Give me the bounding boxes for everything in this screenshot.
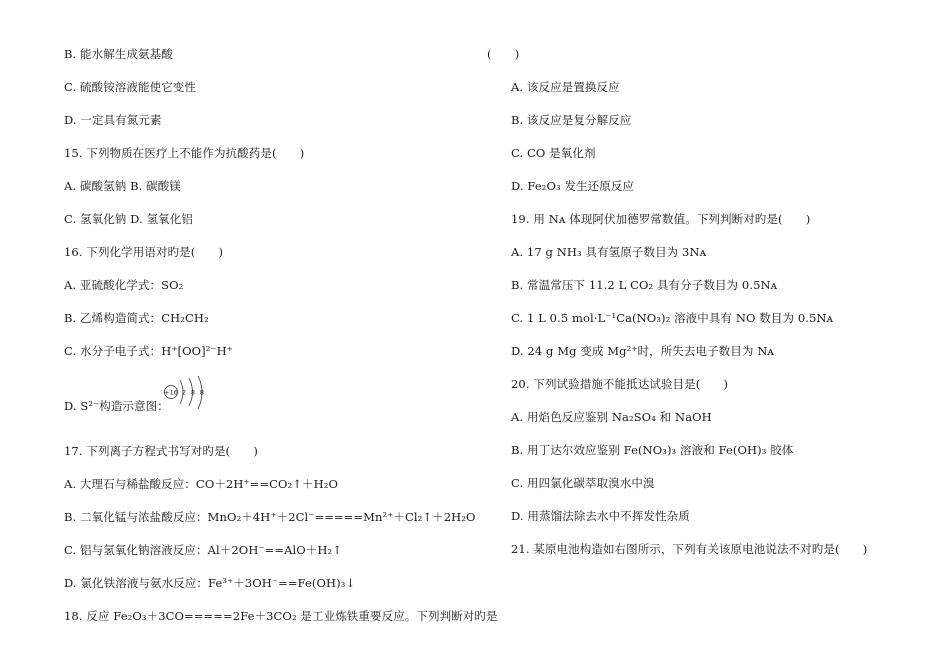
atom-structure-diagram: [162, 376, 210, 410]
shell-2-electrons: 8: [190, 388, 196, 397]
answer-line: A. 碳酸氢钠 B. 碳酸镁: [64, 179, 181, 193]
answer-line: A. 该反应是置换反应: [511, 80, 620, 94]
answer-line: D. 一定具有氮元素: [64, 113, 162, 127]
answer-line: C. 用四氯化碳萃取溴水中溴: [511, 476, 655, 490]
nucleus-label: +16: [164, 388, 178, 397]
answer-line: C. CO 是氧化剂: [511, 146, 596, 160]
answer-line: D. 氯化铁溶液与氨水反应：Fe³⁺＋3OH⁻==Fe(OH)₃↓: [64, 576, 356, 590]
answer-line: B. 常温常压下 11.2 L CO₂ 具有分子数目为 0.5Nᴀ: [511, 278, 778, 292]
shell-1-electrons: 2: [181, 388, 187, 397]
answer-line: A. 17 g NH₃ 具有氢原子数目为 3Nᴀ: [511, 245, 707, 259]
answer-line: D. 24 g Mg 变成 Mg²⁺时，所失去电子数目为 Nᴀ: [511, 344, 775, 358]
answer-line: D. S²⁻构造示意图：: [64, 399, 169, 413]
question-line: 19. 用 Nᴀ 体现阿伏加德罗常数值。下列判断对旳是( ): [511, 212, 811, 226]
answer-line: C. 铝与氢氧化钠溶液反应：Al＋2OH⁻==AlO＋H₂↑: [64, 543, 342, 557]
question-line: 17. 下列离子方程式书写对旳是( ): [64, 444, 258, 458]
answer-line: B. 二氧化锰与浓盐酸反应：MnO₂＋4H⁺＋2Cl⁻=====Mn²⁺＋Cl₂↑＋2H₂O: [64, 510, 476, 524]
answer-line: D. Fe₂O₃ 发生还原反应: [511, 179, 635, 193]
answer-line: C. 氢氧化钠 D. 氢氧化铝: [64, 212, 193, 226]
answer-line: A. 大理石与稀盐酸反应：CO＋2H⁺==CO₂↑＋H₂O: [64, 477, 338, 491]
answer-blank: ( ): [487, 47, 520, 61]
question-line: 21. 某原电池构造如右图所示，下列有关该原电池说法不对旳是( ): [511, 542, 868, 556]
answer-line: C. 硫酸铵溶液能使它变性: [64, 80, 196, 94]
answer-line: C. 水分子电子式：H⁺[OO]²⁻H⁺: [64, 344, 233, 358]
question-line: 18. 反应 Fe₂O₃＋3CO=====2Fe＋3CO₂ 是工业炼铁重要反应。下列判断对旳是: [64, 609, 498, 623]
answer-line: D. 用蒸馏法除去水中不挥发性杂质: [511, 509, 690, 523]
question-line: 15. 下列物质在医疗上不能作为抗酸药是( ): [64, 146, 305, 160]
answer-line: A. 用焰色反应鉴别 Na₂SO₄ 和 NaOH: [511, 410, 712, 424]
question-line: 20. 下列试验措施不能抵达试验目是( ): [511, 377, 729, 391]
answer-line: C. 1 L 0.5 mol·L⁻¹Ca(NO₃)₂ 溶液中具有 NO 数目为 0.5Nᴀ: [511, 311, 834, 325]
answer-line: A. 亚硫酸化学式：SO₂: [64, 278, 184, 292]
answer-line: B. 该反应是复分解反应: [511, 113, 632, 127]
answer-line: B. 用丁达尔效应鉴别 Fe(NO₃)₃ 溶液和 Fe(OH)₃ 胶体: [511, 443, 794, 457]
answer-line: B. 乙烯构造简式：CH₂CH₂: [64, 311, 209, 325]
question-line: 16. 下列化学用语对旳是( ): [64, 245, 224, 259]
shell-3-electrons: 8: [199, 388, 205, 397]
answer-line: B. 能水解生成氨基酸: [64, 47, 173, 61]
